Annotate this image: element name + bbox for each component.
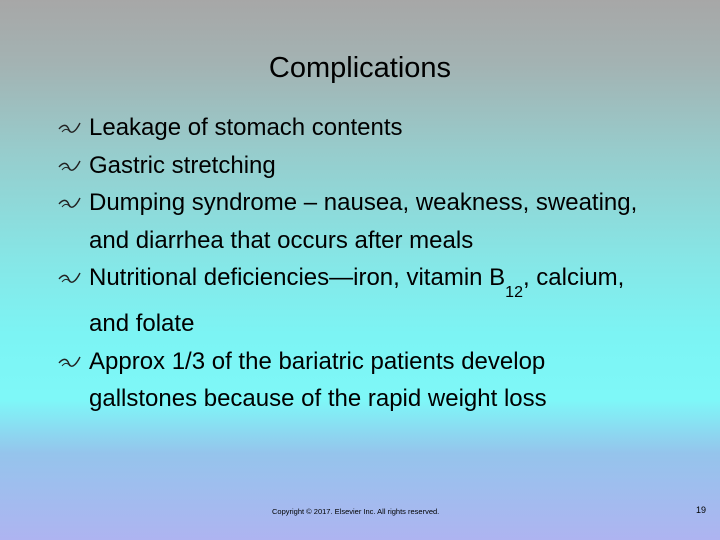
swoosh-bullet-icon <box>58 196 81 210</box>
swoosh-bullet-icon <box>58 159 81 173</box>
bullet-item <box>58 147 658 185</box>
bullet-subscript: 12 <box>505 283 523 301</box>
swoosh-bullet-icon <box>58 271 81 285</box>
swoosh-bullet-icon <box>58 121 81 135</box>
bullet-item <box>58 343 658 418</box>
bullet-item <box>58 109 658 147</box>
bullet-text: Leakage of stomach contents <box>89 114 403 141</box>
bullet-text: Approx 1/3 of the bariatric patients develop gallstones because of the rapid weight loss <box>89 347 547 413</box>
slide-title: Complications <box>268 52 452 84</box>
bullet-item <box>58 259 658 343</box>
slide-number: 19 <box>696 505 707 515</box>
bullet-text-after: , calcium, and folate <box>89 264 625 338</box>
bullet-item <box>58 184 658 259</box>
copyright-notice: Copyright © 2017. Elsevier Inc. All rights reserved. <box>272 507 440 516</box>
bullet-list <box>58 109 658 418</box>
swoosh-bullet-icon <box>58 355 81 369</box>
bullet-text-before: Nutritional deficiencies—iron, vitamin B <box>89 264 506 291</box>
bullet-text: Dumping syndrome – nausea, weakness, sweating, and diarrhea that occurs after meals <box>89 189 638 254</box>
bullet-text: Gastric stretching <box>89 151 276 179</box>
